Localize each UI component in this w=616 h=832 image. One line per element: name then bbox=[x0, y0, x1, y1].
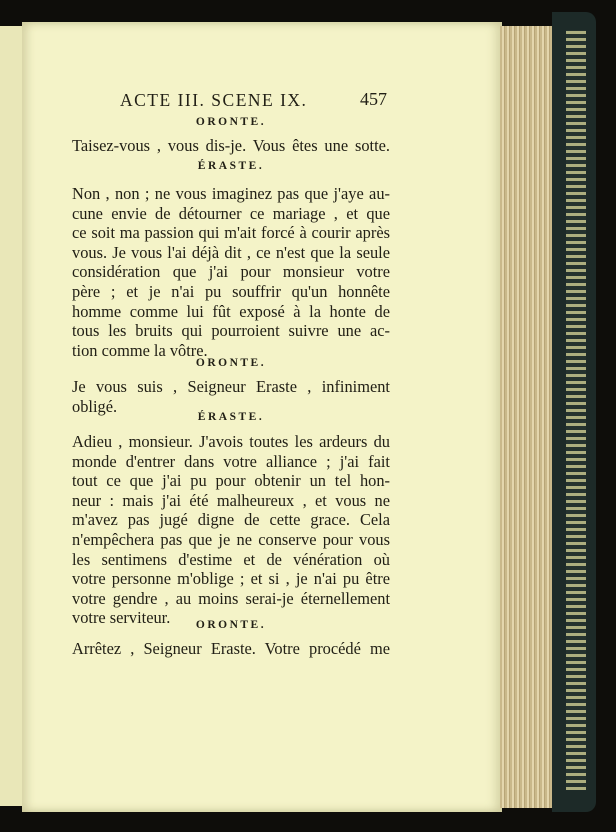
text-line: votre personne m'oblige ; et si , je n'ai pu être bbox=[72, 569, 390, 589]
running-title: ACTE III. SCENE IX. bbox=[120, 90, 308, 110]
text-line: monde d'entrer dans votre alliance ; j'ai fait bbox=[72, 451, 390, 471]
cover-decorative-border bbox=[566, 30, 586, 790]
left-page-edge bbox=[0, 26, 23, 806]
speaker-name: ÉRASTE. bbox=[197, 411, 265, 423]
text-line: vous. Je vous l'ai déjà dit , ce n'est que la seule bbox=[72, 242, 390, 262]
text-line: m'avez pas jugé digne de cette grace. Cela bbox=[72, 510, 390, 530]
text-line: Je vous suis , Seigneur Eraste , infiniment bbox=[72, 377, 390, 396]
text-line: tion comme la vôtre. bbox=[72, 340, 208, 360]
speaker-name: ORONTE. bbox=[195, 357, 267, 369]
text-line: considération que j'ai pour monsieur votre bbox=[72, 262, 390, 282]
speaker-name: ORONTE. bbox=[195, 619, 267, 631]
text-line: Non , non ; ne vous imaginez pas que j'aye au- bbox=[72, 184, 390, 203]
text-line: père ; et je n'ai pu souffrir qu'un honnête bbox=[72, 282, 390, 301]
text-line: cune envie de détourner ce mariage , et que bbox=[72, 203, 390, 223]
text-line: Arrêtez , Seigneur Eraste. Votre procédé me bbox=[72, 639, 390, 658]
text-line: ce soit ma passion qui m'ait forcé à courir après bbox=[72, 223, 390, 243]
text-line: neur : mais j'ai été malheureux , et vous ne bbox=[72, 490, 390, 510]
page-number: 457 bbox=[360, 89, 387, 109]
page-edges bbox=[500, 26, 552, 808]
speaker-name: ORONTE. bbox=[195, 116, 267, 128]
text-line: obligé. bbox=[72, 396, 118, 416]
text-line: homme comme lui fût exposé à la honte de bbox=[72, 301, 390, 321]
text-line: Taisez-vous , vous dis-je. Vous êtes une sotte. bbox=[72, 136, 390, 155]
text-line: votre gendre , au moins serai-je éternellement bbox=[72, 588, 390, 608]
text-line: tout ce que j'ai pu pour obtenir un tel hon- bbox=[72, 471, 390, 491]
text-line: Adieu , monsieur. J'avois toutes les ardeurs du bbox=[72, 432, 390, 451]
text-line: tous les bruits qui pourroient suivre une ac- bbox=[72, 321, 390, 341]
text-line: les sentimens d'estime et de vénération où bbox=[72, 549, 390, 569]
text-line: n'empêchera pas que je ne conserve pour vous bbox=[72, 530, 390, 549]
speaker-name: ÉRASTE. bbox=[197, 160, 265, 172]
text-line: votre serviteur. bbox=[72, 608, 171, 628]
